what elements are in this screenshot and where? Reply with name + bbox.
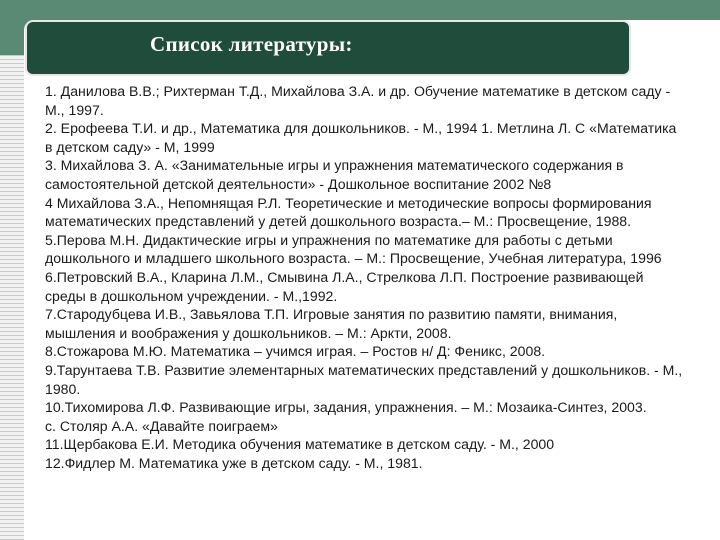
reference-item-12: 12.Фидлер М. Математика уже в детском саду. - М., 1981. [45,454,423,471]
reference-item-3: 3. Михайлова З. А. «Занимательные игры и упражнения математического содержания в самостоятельной детской деятельности» - Дошкольное воспитание 2002 №8 [45,157,624,192]
reference-item-2: 2. Ерофеева Т.И. и др., Математика для дошкольников. - М., 1994 1. Метлина Л. С «Математика в детском саду» - М, 1999 [45,120,677,155]
reference-item-10c: с. Столяр А.А. «Давайте поиграем» [45,417,278,434]
left-stripe-decoration [0,55,24,540]
reference-item-4: 4 Михайлова З.А., Непомнящая Р.Л. Теоретические и методические вопросы формирования математических представлений у детей дошкольного возраста.– М.: Просвещение, 1988. [45,194,652,230]
slide-title: Список литературы: [150,32,353,56]
reference-item-7: 7.Стародубцева И.В., Завьялова Т.П. Игровые занятия по развитию памяти, внимания, мышления и воображения у дошкольников. – М.: Аркти, 2008. [45,306,618,341]
reference-item-1: 1. Данилова В.В.; Рихтерман Т.Д., Михайлова З.А. и др. Обучение математике в детском саду - М., 1997. [45,83,671,118]
reference-item-11: 11.Щербакова Е.И. Методика обучения математике в детском саду. - М., 2000 [45,436,555,453]
reference-item-10: 10.Тихомирова Л.Ф. Развивающие игры, задания, упражнения. – М.: Мозаика-Синтез, 2003. [45,399,647,416]
reference-item-8: 8.Стожарова М.Ю. Математика – учимся играя. – Ростов н/ Д: Феникс, 2008. [45,343,546,360]
reference-item-9: 9.Тарунтаева Т.В. Развитие элементарных математических представлений у дошкольников. - М., 1980. [45,361,683,397]
reference-item-6: 6.Петровский В.А., Кларина Л.М., Смывина Л.А., Стрелкова Л.П. Построение развивающей среды в дошкольном учреждении. - М.,1992. [45,268,644,304]
reference-item-5: 5.Перова М.Н. Дидактические игры и упражнения по математике для работы с детьми дошкольного и младшего школьного возраста. – М.: Просвещение, Учебная литература, 1996 [45,231,662,267]
reference-list [45,82,685,472]
